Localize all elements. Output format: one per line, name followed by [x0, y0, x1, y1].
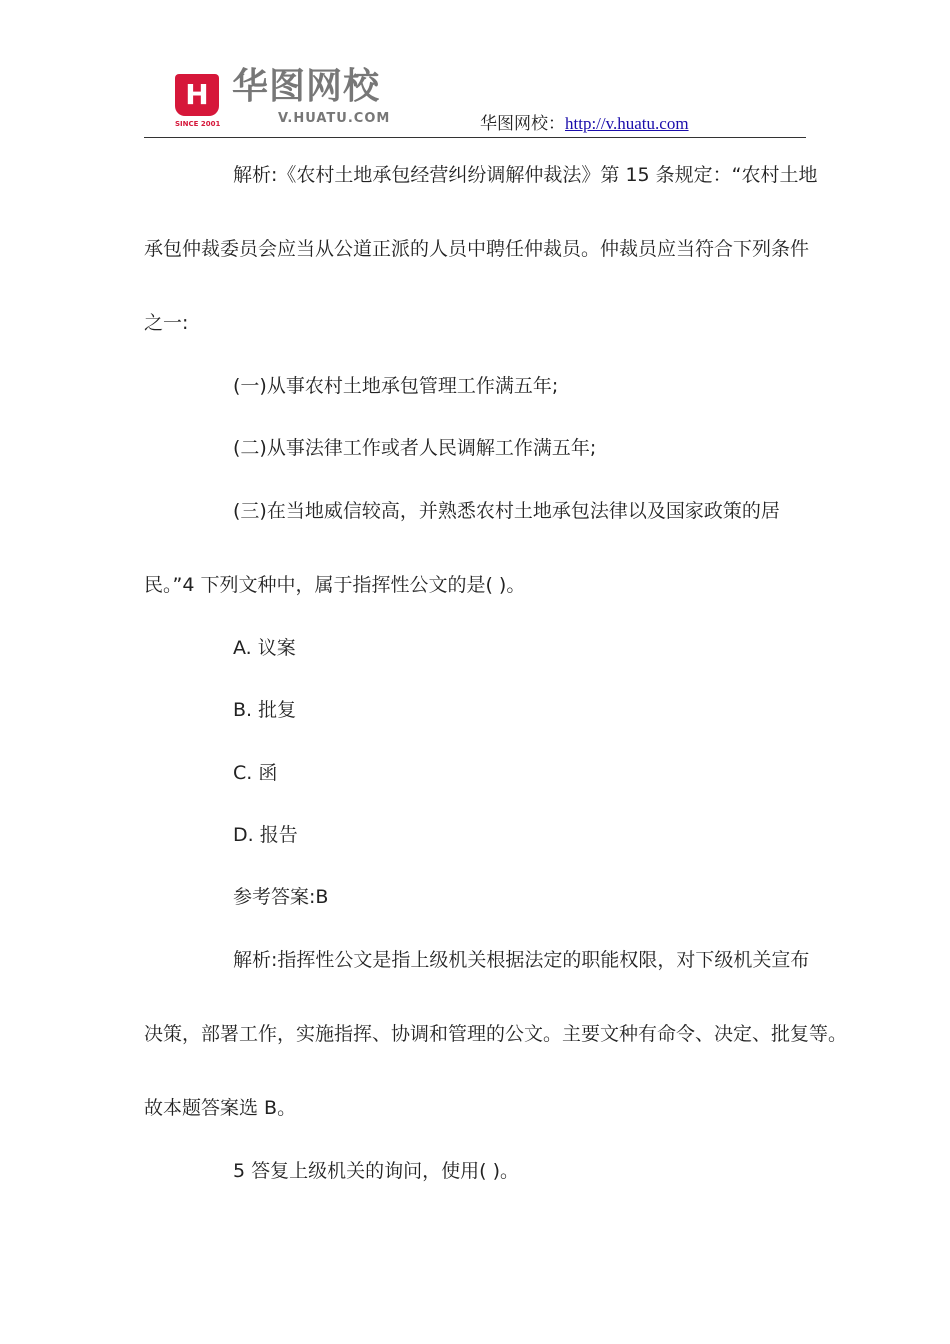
text-line: (一)从事农村土地承包管理工作满五年; [233, 375, 559, 397]
question-5: 5 答复上级机关的询问，使用( )。 [233, 1160, 519, 1182]
option-b: B. 批复 [233, 699, 297, 721]
huatu-logo [175, 74, 219, 130]
logo-since: SINCE 2001 [175, 120, 221, 128]
text-line: 解析:《农村土地承包经营纠纷调解仲裁法》第 15 条规定：“农村土地 [233, 164, 818, 186]
text-line: (二)从事法律工作或者人民调解工作满五年; [233, 437, 597, 459]
text-line: 解析:指挥性公文是指上级机关根据法定的职能权限，对下级机关宣布 [233, 949, 810, 971]
site-label: 华图网校： [480, 114, 565, 133]
option-a: A. 议案 [233, 637, 296, 659]
option-d: D. 报告 [233, 824, 298, 846]
site-link[interactable]: http://v.huatu.com [565, 114, 689, 133]
option-c: C. 函 [233, 762, 278, 784]
header-divider [144, 137, 806, 138]
reference-answer: 参考答案:B [233, 886, 329, 908]
text-line: 故本题答案选 B。 [144, 1097, 297, 1119]
site-info [480, 114, 689, 134]
text-line: 决策，部署工作，实施指挥、协调和管理的公文。主要文种有命令、决定、批复等。 [144, 1023, 848, 1045]
text-line: 之一: [144, 312, 189, 334]
text-line: 承包仲裁委员会应当从公道正派的人员中聘任仲裁员。仲裁员应当符合下列条件 [144, 238, 810, 260]
question-4: 民。”4 下列文种中，属于指挥性公文的是( )。 [144, 574, 526, 596]
text-line: (三)在当地威信较高，并熟悉农村土地承包法律以及国家政策的居 [233, 500, 780, 522]
brand-url: V.HUATU.COM [278, 111, 391, 126]
brand-name: 华图网校 [232, 66, 381, 107]
logo-mark: H [175, 74, 219, 116]
